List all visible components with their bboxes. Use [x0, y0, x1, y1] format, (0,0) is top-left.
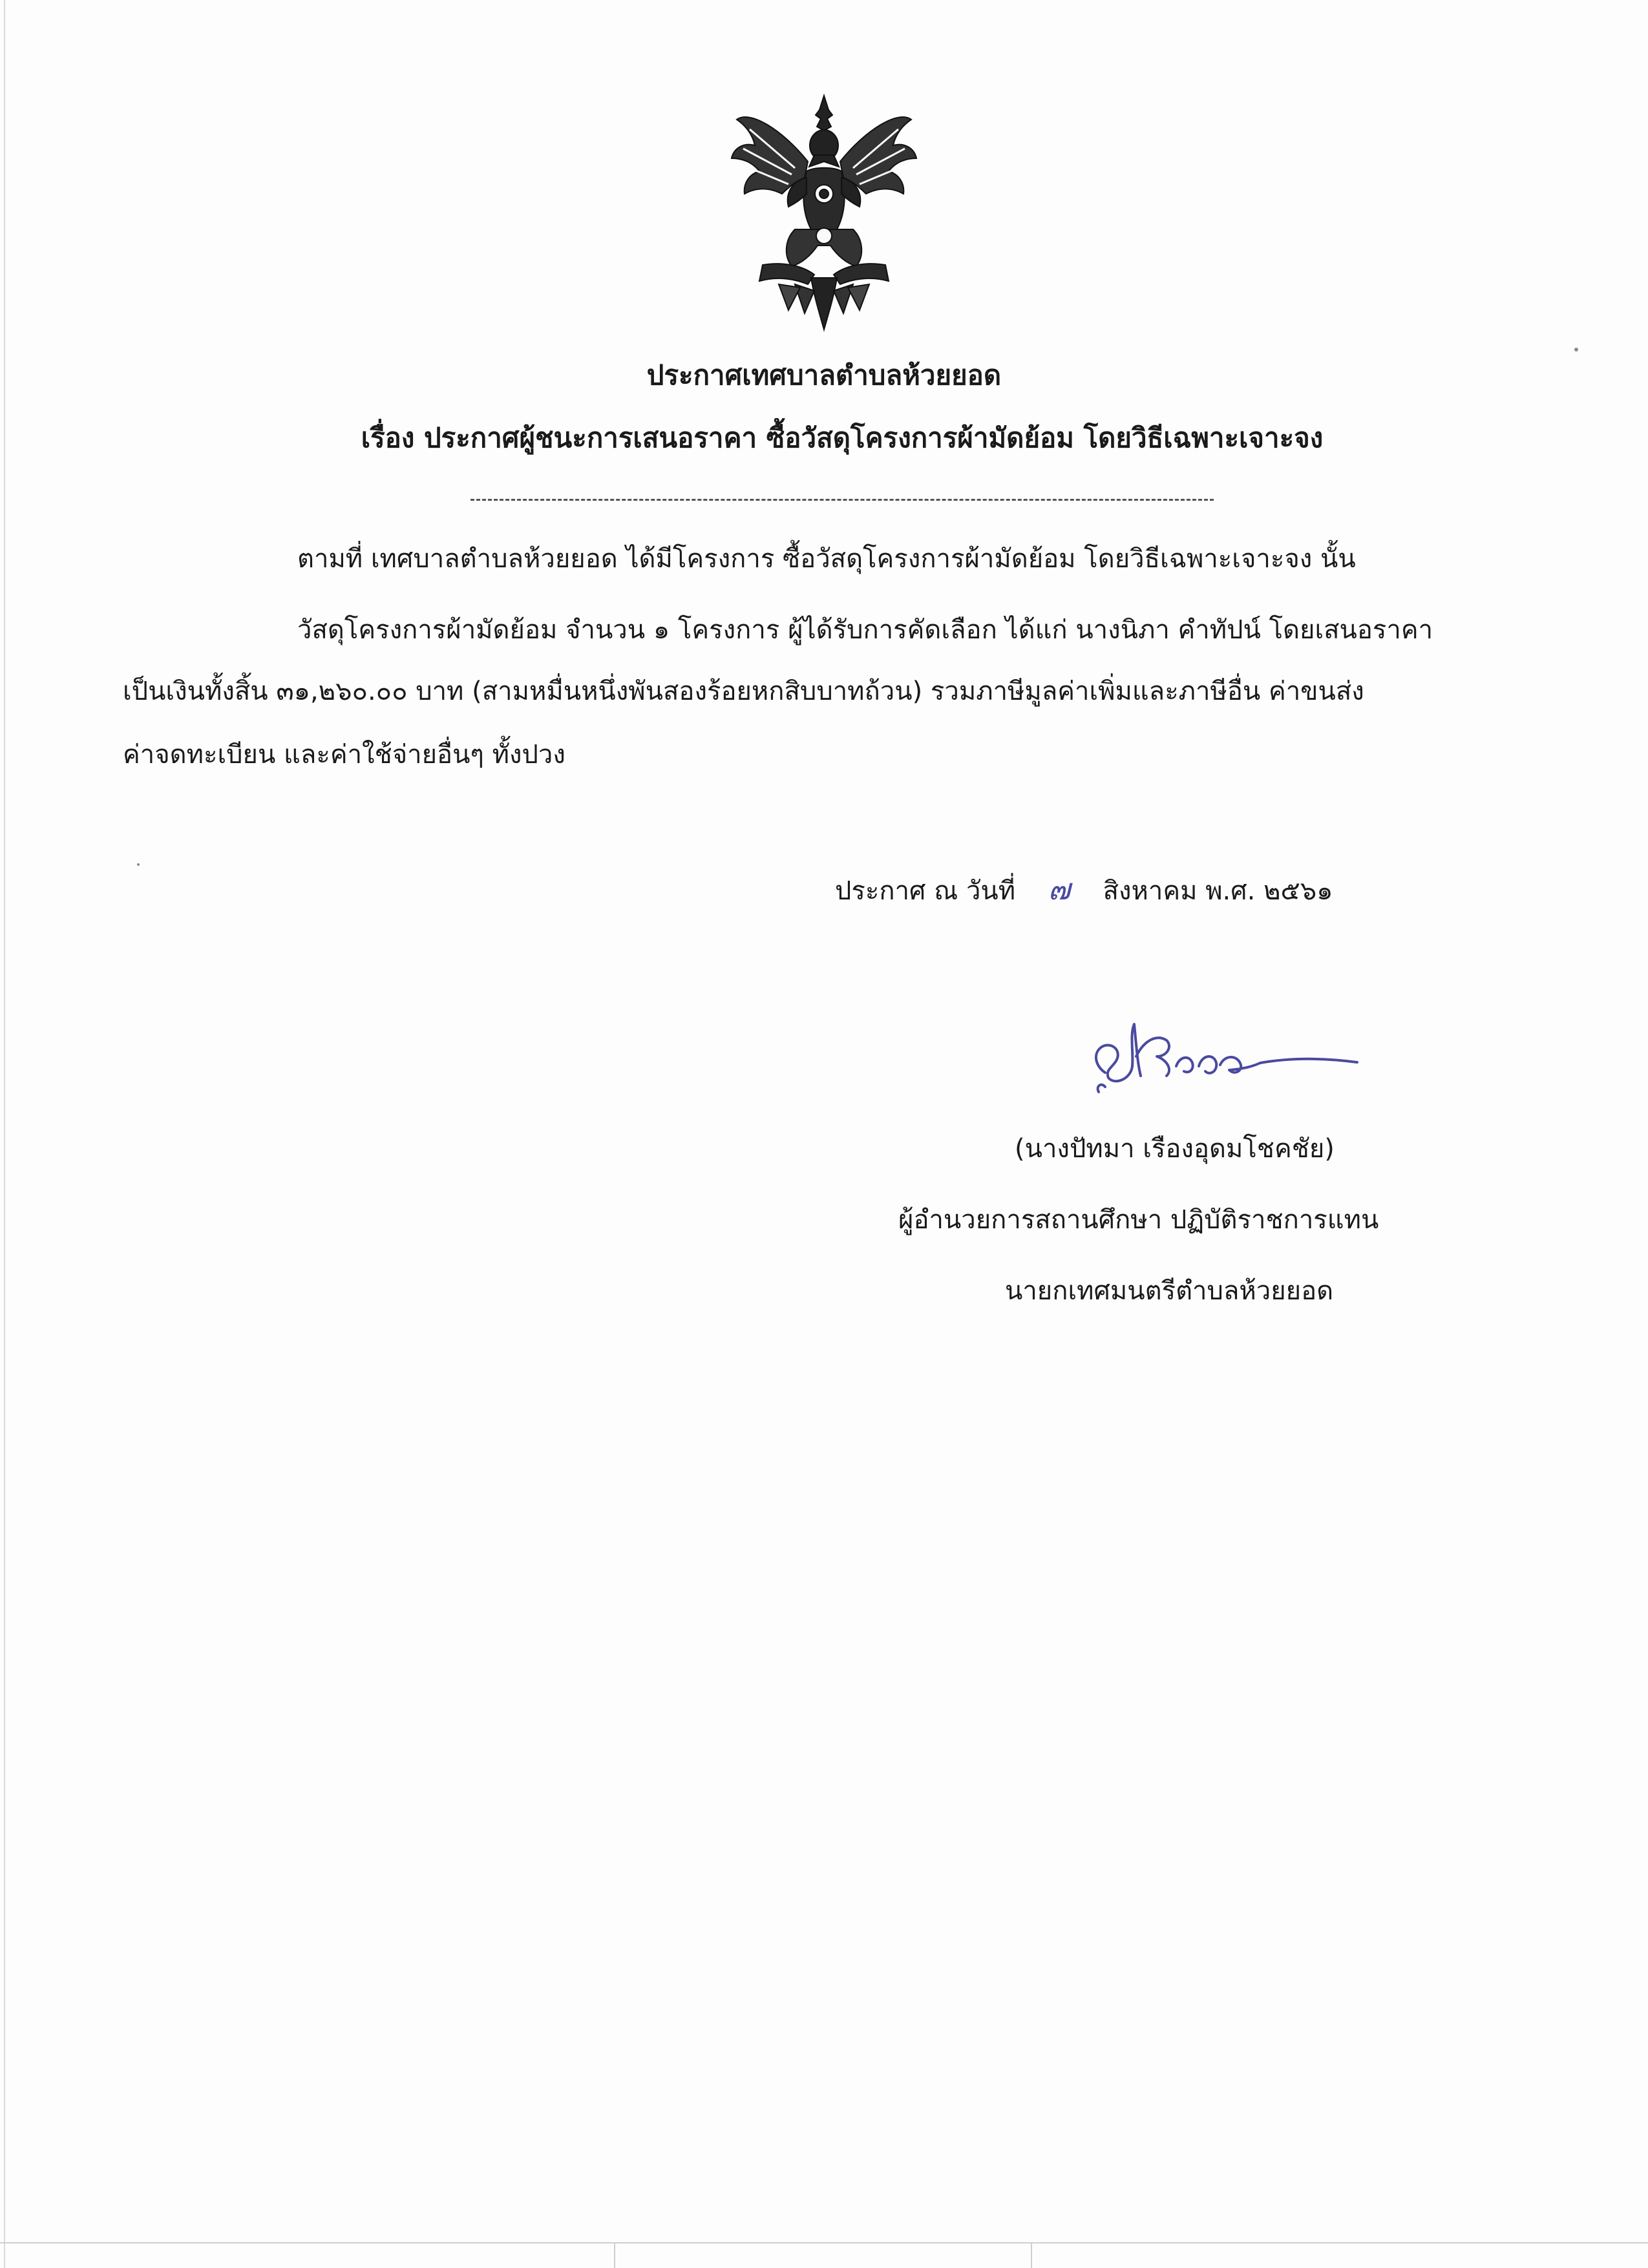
announcement-date: [835, 866, 1333, 913]
date-prefix: ประกาศ ณ วันที่: [835, 876, 1016, 906]
date-suffix: สิงหาคม พ.ศ. ๒๕๖๑: [1103, 876, 1333, 906]
scan-mark: [614, 2243, 615, 2268]
body-paragraph-2-line-1: วัสดุโครงการผ้ามัดย้อม จำนวน ๑ โครงการ ผู้ได้รับการคัดเลือก ได้แก่ นางนิภา คำทัปน์ โดยเสนอราคา: [297, 615, 1433, 645]
announcement-title: ประกาศเทศบาลตำบลห้วยยอด: [646, 359, 1002, 391]
scan-edge-left: [4, 0, 5, 2268]
date-day-handwritten: ๗: [1048, 872, 1071, 907]
scan-speck: [137, 863, 140, 866]
body-paragraph-2-line-3: ค่าจดทะเบียน และค่าใช้จ่ายอื่นๆ ทั้งปวง: [123, 740, 565, 770]
garuda-emblem-icon: [724, 90, 924, 336]
scan-edge-bottom: [0, 2242, 1648, 2243]
signatory-position-line-1: ผู้อำนวยการสถานศึกษา ปฏิบัติราชการแทน: [898, 1205, 1379, 1235]
signatory-name: (นางปัทมา เรืองอุดมโชคชัย): [1015, 1134, 1335, 1164]
body-paragraph-1: ตามที่ เทศบาลตำบลห้วยยอด ได้มีโครงการ ซื้อวัสดุโครงการผ้ามัดย้อม โดยวิธีเฉพาะเจาะจง นั้น: [297, 544, 1356, 574]
signatory-position-line-2: นายกเทศมนตรีตำบลห้วยยอด: [1005, 1276, 1334, 1306]
body-paragraph-2-line-2: เป็นเงินทั้งสิ้น ๓๑,๒๖๐.๐๐ บาท (สามหมื่นหนึ่งพันสองร้อยหกสิบบาทถ้วน) รวมภาษีมูลค่าเพิ่มและภาษีอื่น ค่าขนส่ง: [123, 677, 1364, 706]
scan-mark: [1031, 2243, 1032, 2268]
handwritten-signature: [1060, 995, 1370, 1111]
announcement-subject: เรื่อง ประกาศผู้ชนะการเสนอราคา ซื้อวัสดุโครงการผ้ามัดย้อม โดยวิธีเฉพาะเจาะจง: [361, 422, 1324, 454]
scan-speck: [1574, 348, 1578, 352]
dashed-divider: [470, 499, 1214, 501]
